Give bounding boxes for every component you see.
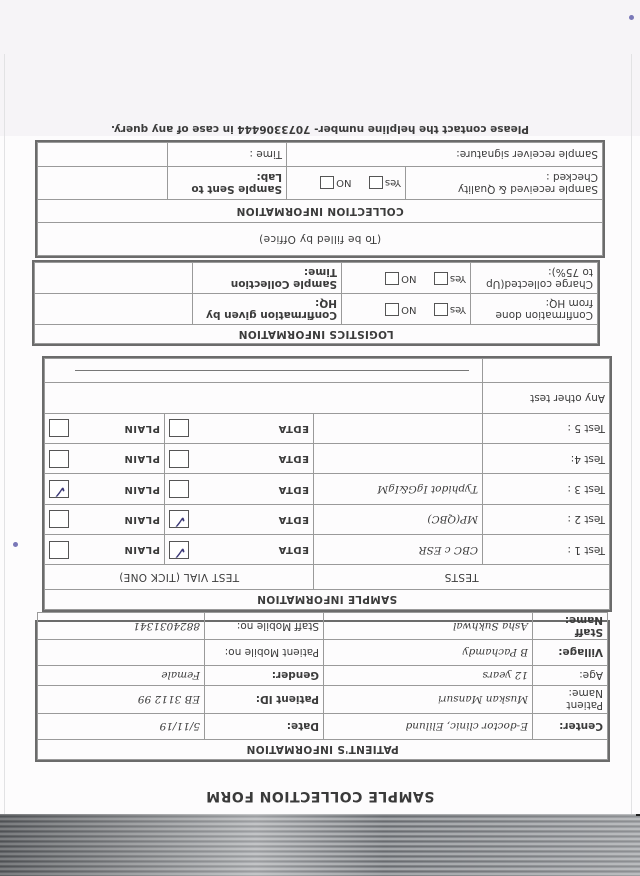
test-2-edta-checkbox[interactable]: [169, 510, 189, 532]
date-value[interactable]: 5/11/19: [38, 714, 205, 740]
test-row: [45, 504, 610, 534]
test-4-plain-checkbox[interactable]: [49, 450, 69, 468]
charge-collected-yes-checkbox[interactable]: [434, 272, 448, 285]
ink-dot: [13, 542, 18, 547]
quality-yes-label: Yes: [384, 177, 401, 189]
staff-name-value[interactable]: Asha Sukhwal: [324, 613, 533, 640]
office-note: [38, 223, 603, 256]
patient-name-value[interactable]: Muskan Mansuri: [324, 686, 533, 714]
test-1-edta-checkbox[interactable]: [169, 541, 189, 562]
test-4-plain-label: PLAIN: [123, 453, 160, 465]
charge-collected-label: Charge collected(Up to 75%):: [471, 263, 598, 294]
test-3-plain-checkbox[interactable]: [49, 480, 69, 502]
quality-yes-checkbox[interactable]: [369, 176, 383, 189]
test-5-plain-checkbox[interactable]: [49, 419, 69, 437]
confirmation-done-options: [342, 294, 471, 325]
office-section: [35, 140, 605, 258]
test-4-label: Test 4:: [483, 444, 610, 474]
village-value[interactable]: B Pachamdy: [324, 640, 533, 666]
sent-to-lab-label: Sample Sent to Lab:: [168, 166, 287, 199]
staff-name-label: Staff Name:: [533, 613, 608, 640]
gender-value[interactable]: Female: [38, 666, 205, 686]
test-2-edta-label: EDTA: [278, 513, 309, 525]
test-3-value[interactable]: Typhidot IgG&IgM: [314, 474, 483, 504]
patient-info-header: PATIENT'S INFORMATION: [38, 740, 608, 760]
test-4-edta-label: EDTA: [278, 453, 309, 465]
test-5-edta-checkbox[interactable]: [169, 419, 189, 437]
test-4-edta-checkbox[interactable]: [169, 450, 189, 468]
confirmation-done-yes-label: Yes: [449, 303, 466, 315]
charge-collected-no-checkbox[interactable]: [385, 272, 399, 285]
sample-info-section: [42, 356, 612, 612]
other-test-label: Any other test: [483, 383, 610, 413]
sample-collection-time-value[interactable]: [35, 263, 193, 294]
test-row: [45, 413, 610, 443]
staff-mobile-label: Staff Mobile no:: [205, 613, 324, 640]
test-5-label: Test 5 :: [483, 413, 610, 443]
quality-checked-label: Sample received & Quality Checked :: [406, 166, 603, 199]
test-row: [45, 444, 610, 474]
form-title: SAMPLE COLLECTION FORM: [205, 788, 435, 804]
sample-collection-time-label: Sample Collection Time:: [193, 263, 342, 294]
charge-collected-options: [342, 263, 471, 294]
confirmation-done-label: Confirmation done from HQ:: [471, 294, 598, 325]
patient-mobile-label: Patient Mobile no:: [205, 640, 324, 666]
test-3-edta-checkbox[interactable]: [169, 480, 189, 498]
logistics-section: [32, 260, 600, 346]
scanner-background: [0, 806, 640, 876]
vial-header: TEST VIAL (TICK ONE): [45, 565, 314, 589]
test-row: [45, 535, 610, 565]
test-1-value[interactable]: CBC c ESR: [314, 535, 483, 565]
confirmation-given-value[interactable]: [35, 294, 193, 325]
logistics-header: LOGISTICS INFORMATION: [35, 325, 598, 344]
test-5-edta-label: EDTA: [278, 422, 309, 434]
test-3-label: Test 3 :: [483, 474, 610, 504]
confirmation-given-label: Confirmation given by HQ:: [193, 294, 342, 325]
other-test-continued: [483, 359, 610, 383]
test-4-value[interactable]: [314, 444, 483, 474]
time-label: Time :: [168, 143, 287, 167]
test-3-plain-label: PLAIN: [123, 483, 160, 495]
ink-dot: [629, 15, 634, 20]
date-label: Date:: [205, 714, 324, 740]
age-label: Age:: [533, 666, 608, 686]
tick-mark-icon: ✓: [172, 511, 187, 532]
patient-info-section: [35, 614, 610, 762]
sample-info-header: SAMPLE INFORMATION: [45, 589, 610, 609]
patient-id-value[interactable]: EB 3112 99: [38, 686, 205, 714]
test-row: [45, 474, 610, 504]
test-3-edta-label: EDTA: [278, 483, 309, 495]
patient-name-label: Patient Name:: [533, 686, 608, 714]
sent-to-lab-value[interactable]: [38, 166, 168, 199]
quality-checked-options: [287, 166, 406, 199]
office-note-text: (To be filled by Office): [258, 233, 382, 246]
test-1-label: Test 1 :: [483, 535, 610, 565]
other-test-line[interactable]: [45, 359, 483, 383]
patient-mobile-value[interactable]: [38, 640, 205, 666]
quality-no-label: NO: [336, 177, 352, 189]
collection-info-header: COLLECTION INFORMATION: [38, 199, 603, 223]
gender-label: Gender:: [205, 666, 324, 686]
test-1-plain-checkbox[interactable]: [49, 541, 69, 559]
time-value[interactable]: [38, 143, 168, 167]
test-2-plain-checkbox[interactable]: [49, 510, 69, 528]
test-1-plain-label: PLAIN: [123, 544, 160, 556]
test-5-value[interactable]: [314, 413, 483, 443]
charge-collected-yes-label: Yes: [449, 272, 466, 284]
confirmation-done-no-label: NO: [401, 303, 417, 315]
receiver-signature-label: Sample receiver signature:: [287, 143, 603, 167]
tick-mark-icon: ✓: [52, 481, 67, 502]
other-test-value[interactable]: [45, 383, 483, 413]
charge-collected-no-label: NO: [401, 272, 417, 284]
center-label: Center:: [533, 714, 608, 740]
test-5-plain-label: PLAIN: [123, 422, 160, 434]
village-label: Village:: [533, 640, 608, 666]
staff-mobile-value[interactable]: 8824031341: [38, 613, 205, 640]
helpline-note: Please contact the helpline number- 7073306444 in case of any query.: [110, 123, 530, 135]
confirmation-done-no-checkbox[interactable]: [385, 303, 399, 316]
tests-header: TESTS: [314, 565, 610, 589]
test-2-label: Test 2 :: [483, 504, 610, 534]
tick-mark-icon: ✓: [172, 541, 187, 562]
test-2-value[interactable]: MP(QBC): [314, 504, 483, 534]
age-value[interactable]: 12 years: [324, 666, 533, 686]
confirmation-done-yes-checkbox[interactable]: [434, 303, 448, 316]
quality-no-checkbox[interactable]: [320, 176, 334, 189]
test-rows: [45, 413, 610, 565]
test-1-edta-label: EDTA: [278, 544, 309, 556]
test-2-plain-label: PLAIN: [123, 513, 160, 525]
center-value[interactable]: E-doctor clinic, Elilund: [324, 714, 533, 740]
patient-id-label: Patient ID:: [205, 686, 324, 714]
